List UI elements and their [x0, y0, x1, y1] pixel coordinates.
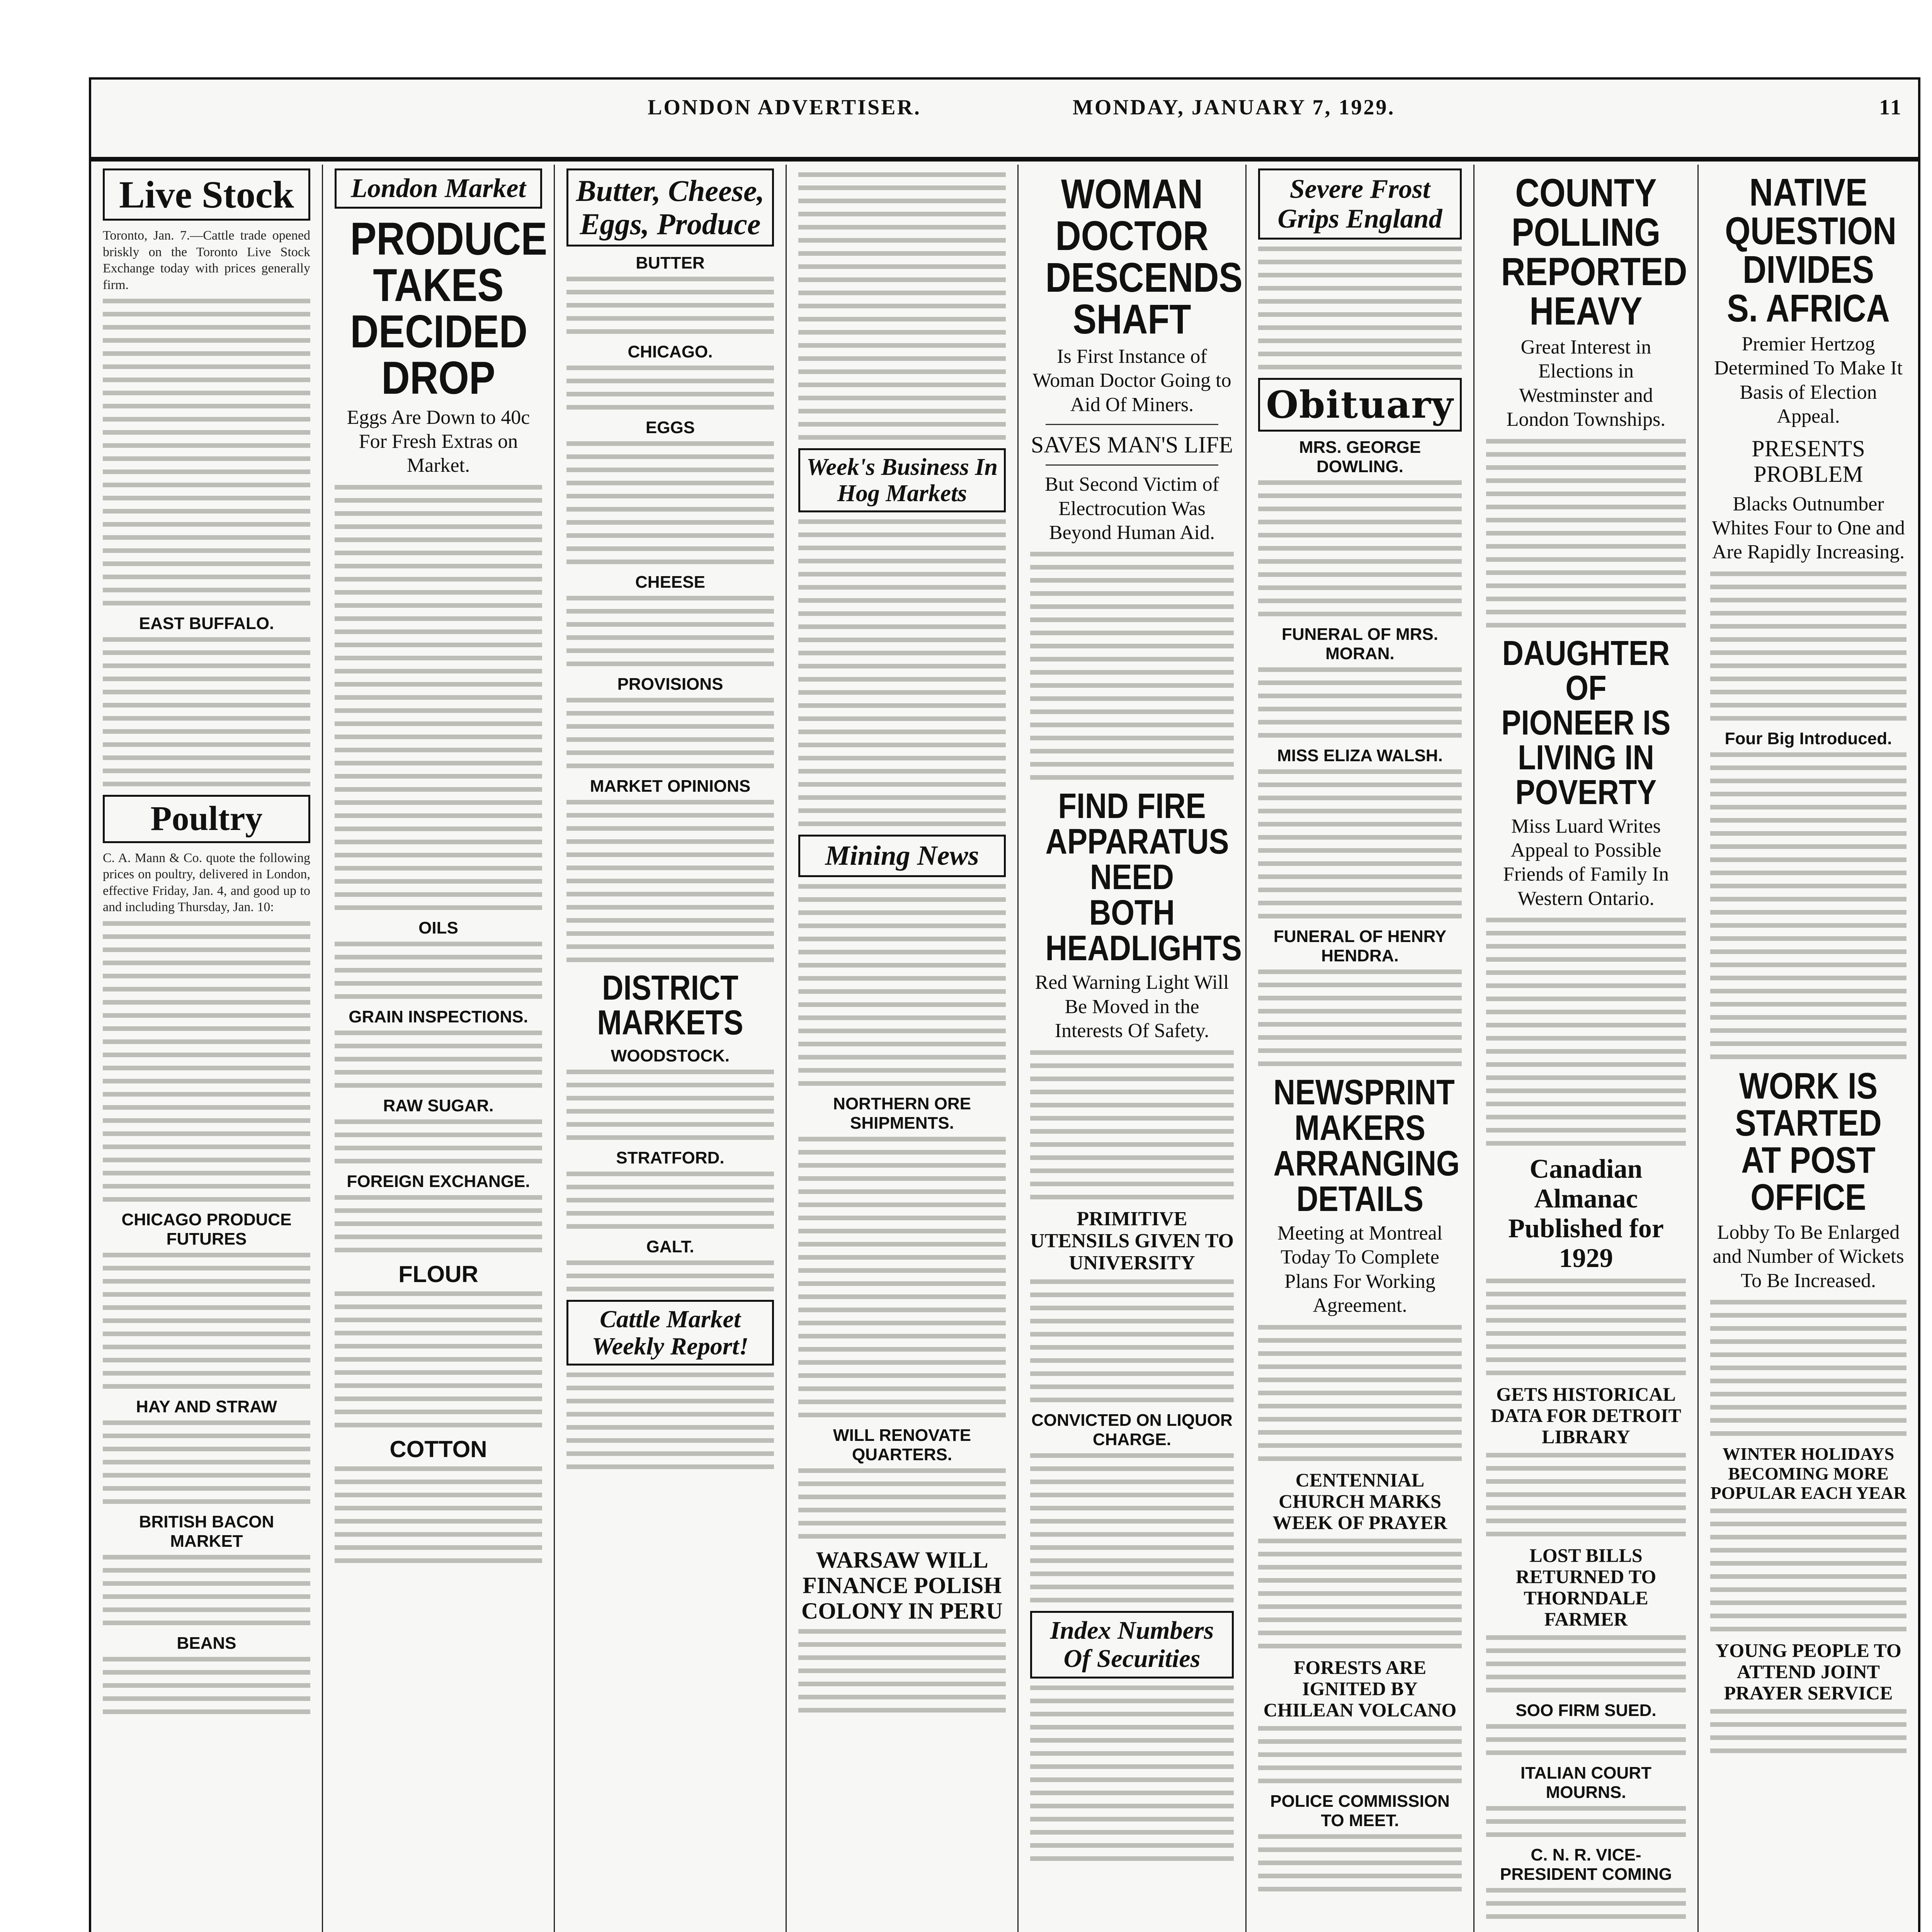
oils-head: OILS — [418, 918, 458, 937]
cattle-market-box — [566, 1300, 774, 1366]
column-7 — [1475, 165, 1699, 1932]
produce-subhead: Eggs Are Down to 40c For Fresh Extras on Market. — [347, 406, 530, 477]
woodstock-head: WOODSTOCK. — [611, 1046, 730, 1065]
column-1 — [91, 165, 323, 1932]
text-block — [1486, 1635, 1686, 1692]
text-block — [335, 1195, 542, 1252]
east-buffalo-head: EAST BUFFALO. — [139, 614, 274, 633]
ore-shipments-head: NORTHERN ORE SHIPMENTS. — [833, 1094, 971, 1133]
soo-firm-head: SOO FIRM SUED. — [1515, 1701, 1656, 1720]
newsprint-subhead: Meeting at Montreal Today To Complete Plans For Working Agreement. — [1277, 1222, 1443, 1317]
primitive-utensils-head: PRIMITIVE UTENSILS GIVEN TO UNIVERSITY — [1030, 1208, 1234, 1274]
text-block — [798, 1137, 1006, 1417]
text-block — [103, 1555, 310, 1625]
text-block — [335, 1119, 542, 1163]
text-block — [103, 1657, 310, 1714]
text-block — [1486, 1724, 1686, 1755]
post-office-subhead: Lobby To Be Enlarged and Number of Wickets To Be Increased. — [1713, 1221, 1904, 1292]
liquor-charge-head: CONVICTED ON LIQUOR CHARGE. — [1031, 1411, 1233, 1449]
italian-court-head: ITALIAN COURT MOURNS. — [1520, 1764, 1651, 1802]
text-block — [566, 366, 774, 410]
produce-headline: PRODUCE TAKES DECIDED DROP — [350, 213, 548, 404]
stratford-head: STRATFORD. — [616, 1148, 724, 1167]
index-numbers-title: Index Numbers Of Securities — [1050, 1616, 1214, 1673]
live-stock-title: Live Stock — [119, 173, 294, 216]
text-block — [566, 1372, 774, 1469]
text-block — [798, 1468, 1006, 1539]
chilean-volcano-head: FORESTS ARE IGNITED BY CHILEAN VOLCANO — [1263, 1656, 1457, 1721]
butter-cheese-box — [566, 168, 774, 247]
pioneer-daughter-subhead: Miss Luard Writes Appeal to Possible Friends of Family In Western Ontario. — [1503, 815, 1669, 910]
county-polling-headline: COUNTY POLLING REPORTED HEAVY — [1501, 171, 1687, 333]
obituary-title: Obituary — [1258, 378, 1462, 432]
masthead — [91, 80, 1918, 165]
text-block — [1258, 667, 1462, 738]
chicago-futures-head: CHICAGO PRODUCE FUTURES — [121, 1210, 292, 1248]
page-number: 11 — [1879, 95, 1903, 119]
text-block — [335, 1031, 542, 1088]
text-block — [1710, 1509, 1906, 1631]
severe-frost-title: Severe Frost Grips England — [1277, 174, 1442, 234]
native-question-headline: NATIVE QUESTION DIVIDES S. AFRICA — [1725, 171, 1897, 330]
text-block — [103, 1420, 310, 1504]
fire-apparatus-subhead: Red Warning Light Will Be Moved in the Interests Of Safety. — [1035, 971, 1229, 1042]
hay-straw-head: HAY AND STRAW — [136, 1397, 277, 1416]
column-4 — [787, 165, 1019, 1932]
column-5 — [1019, 165, 1247, 1932]
cheese-head: CHEESE — [635, 572, 705, 592]
text-block — [1258, 480, 1462, 616]
text-block — [1486, 1279, 1686, 1375]
foreign-exchange-head: FOREIGN EXCHANGE. — [347, 1172, 530, 1191]
almanac-headline: Canadian Almanac Published for 1929 — [1508, 1154, 1664, 1274]
text-block — [798, 1629, 1006, 1713]
text-block — [103, 299, 310, 605]
native-question-subhead: Premier Hertzog Determined To Make It Basis of Election Appeal. — [1714, 333, 1903, 428]
text-block — [1258, 1726, 1462, 1783]
text-block — [335, 1466, 542, 1563]
text-block — [335, 942, 542, 999]
text-block — [1486, 1806, 1686, 1837]
text-block — [566, 441, 774, 564]
columns — [91, 165, 1918, 1932]
column-3 — [555, 165, 787, 1932]
four-bills-head: Four Big Introduced. — [1725, 729, 1892, 748]
pioneer-daughter-headline: DAUGHTER OF PIONEER IS LIVING IN POVERTY — [1501, 634, 1671, 812]
electrocution-subhead: But Second Victim of Electrocution Was Beyond Human Aid. — [1045, 473, 1219, 544]
butter-head: BUTTER — [636, 253, 705, 272]
text-block — [1486, 439, 1686, 628]
text-block — [103, 637, 310, 786]
flour-head: FLOUR — [398, 1261, 478, 1287]
column-6 — [1247, 165, 1475, 1932]
text-block — [1258, 1325, 1462, 1461]
london-market-box — [335, 168, 542, 209]
text-block — [335, 485, 542, 910]
severe-frost-box — [1258, 168, 1462, 240]
young-people-head: YOUNG PEOPLE TO ATTEND JOINT PRAYER SERVICE — [1715, 1639, 1901, 1704]
police-commission-head: POLICE COMMISSION TO MEET. — [1270, 1791, 1450, 1830]
warsaw-head: WARSAW WILL FINANCE POLISH COLONY IN PERU — [801, 1547, 1003, 1624]
text-block — [798, 884, 1006, 1086]
column-2 — [323, 165, 555, 1932]
text-block — [1710, 752, 1906, 1059]
hog-markets-box — [798, 448, 1006, 512]
london-market-title: London Market — [350, 173, 526, 203]
saves-life-subhead: SAVES MAN'S LIFE — [1031, 432, 1233, 458]
text-block — [1486, 1453, 1686, 1536]
bacon-market-head: BRITISH BACON MARKET — [139, 1512, 274, 1551]
dowling-head: MRS. GEORGE DOWLING. — [1299, 438, 1421, 476]
text-block — [1030, 1453, 1234, 1602]
text-block — [566, 698, 774, 768]
index-numbers-box — [1030, 1611, 1234, 1679]
text-block — [1258, 769, 1462, 918]
centennial-church-head: CENTENNIAL CHURCH MARKS WEEK OF PRAYER — [1272, 1469, 1447, 1533]
poultry-lead: C. A. Mann & Co. quote the following prices on poultry, delivered in London, effective Friday, Jan. 4, and good up to and including Thursday, Jan. 10: — [103, 850, 310, 914]
woman-doctor-subhead: Is First Instance of Woman Doctor Going to Aid Of Miners. — [1032, 345, 1231, 416]
rule — [1046, 424, 1218, 425]
beans-head: BEANS — [177, 1633, 236, 1653]
cattle-market-title: Cattle Market Weekly Report! — [592, 1305, 749, 1360]
text-block — [1710, 1709, 1906, 1753]
text-block — [566, 1172, 774, 1229]
detroit-library-head: GETS HISTORICAL DATA FOR DETROIT LIBRARY — [1491, 1383, 1681, 1448]
text-block — [1258, 1834, 1462, 1891]
text-block — [566, 1070, 774, 1140]
market-opinions-head: MARKET OPINIONS — [590, 776, 751, 796]
moran-funeral-head: FUNERAL OF MRS. MORAN. — [1282, 625, 1438, 663]
text-block — [798, 519, 1006, 826]
district-markets-headline: DISTRICT MARKETS — [597, 968, 743, 1042]
text-block — [1258, 247, 1462, 369]
woman-doctor-headline: WOMAN DOCTOR DESCENDS SHAFT — [1045, 170, 1243, 342]
cnr-vp-head: C. N. R. VICE-PRESIDENT COMING — [1500, 1845, 1672, 1884]
text-block — [1486, 918, 1686, 1146]
grain-inspections-head: GRAIN INSPECTIONS. — [349, 1007, 528, 1026]
eliza-walsh-head: MISS ELIZA WALSH. — [1277, 746, 1443, 765]
live-stock-lead: Toronto, Jan. 7.—Cattle trade opened briskly on the Toronto Live Stock Exchange today with prices generally firm. — [103, 228, 310, 292]
masthead-rule — [91, 157, 1918, 162]
text-block — [1258, 969, 1462, 1066]
text-block — [798, 172, 1006, 440]
text-block — [1710, 571, 1906, 721]
poultry-box — [103, 795, 310, 843]
live-stock-box — [103, 168, 310, 221]
page-date: MONDAY, JANUARY 7, 1929. — [1073, 95, 1395, 119]
hendra-funeral-head: FUNERAL OF HENRY HENDRA. — [1273, 927, 1447, 965]
text-block — [566, 800, 774, 962]
lost-bills-head: LOST BILLS RETURNED TO THORNDALE FARMER — [1515, 1544, 1656, 1630]
text-block — [566, 1260, 774, 1291]
text-block — [566, 596, 774, 666]
newsprint-headline: NEWSPRINT MAKERS ARRANGING DETAILS — [1273, 1073, 1460, 1219]
galt-head: GALT. — [646, 1237, 694, 1256]
text-block — [1710, 1300, 1906, 1436]
text-block — [566, 277, 774, 334]
text-block — [1486, 1888, 1686, 1919]
text-block — [103, 921, 310, 1202]
mining-news-box — [798, 835, 1006, 877]
eggs-head: EGGS — [645, 418, 695, 437]
butter-cheese-title: Butter, Cheese, Eggs, Produce — [576, 174, 765, 241]
chicago-head: CHICAGO. — [628, 342, 713, 361]
blacks-outnumber-subhead: Blacks Outnumber Whites Four to One and Are Rapidly Increasing. — [1712, 493, 1905, 563]
cotton-head: COTTON — [389, 1436, 487, 1462]
newspaper-page — [89, 77, 1920, 1932]
text-block — [1258, 1539, 1462, 1648]
raw-sugar-head: RAW SUGAR. — [383, 1096, 494, 1115]
text-block — [1030, 1685, 1234, 1861]
text-block — [1030, 552, 1234, 780]
presents-problem-subhead: PRESENTS PROBLEM — [1752, 435, 1865, 487]
column-8 — [1699, 165, 1918, 1932]
paper-name: LONDON ADVERTISER. — [648, 95, 921, 119]
mining-news-title: Mining News — [825, 840, 979, 871]
renovate-quarters-head: WILL RENOVATE QUARTERS. — [833, 1425, 971, 1464]
fire-apparatus-headline: FIND FIRE APPARATUS NEED BOTH HEADLIGHTS — [1045, 786, 1242, 968]
post-office-headline: WORK IS STARTED AT POST OFFICE — [1735, 1065, 1882, 1218]
text-block — [103, 1253, 310, 1389]
provisions-head: PROVISIONS — [617, 674, 723, 694]
poultry-title: Poultry — [150, 799, 263, 838]
county-polling-subhead: Great Interest in Elections in Westminster and London Townships. — [1506, 336, 1666, 431]
text-block — [1030, 1050, 1234, 1199]
hog-markets-title: Week's Business In Hog Markets — [806, 454, 998, 507]
text-block — [335, 1291, 542, 1427]
rule — [1046, 464, 1218, 466]
winter-holidays-head: WINTER HOLIDAYS BECOMING MORE POPULAR EACH YEAR — [1710, 1444, 1906, 1503]
text-block — [1030, 1279, 1234, 1402]
